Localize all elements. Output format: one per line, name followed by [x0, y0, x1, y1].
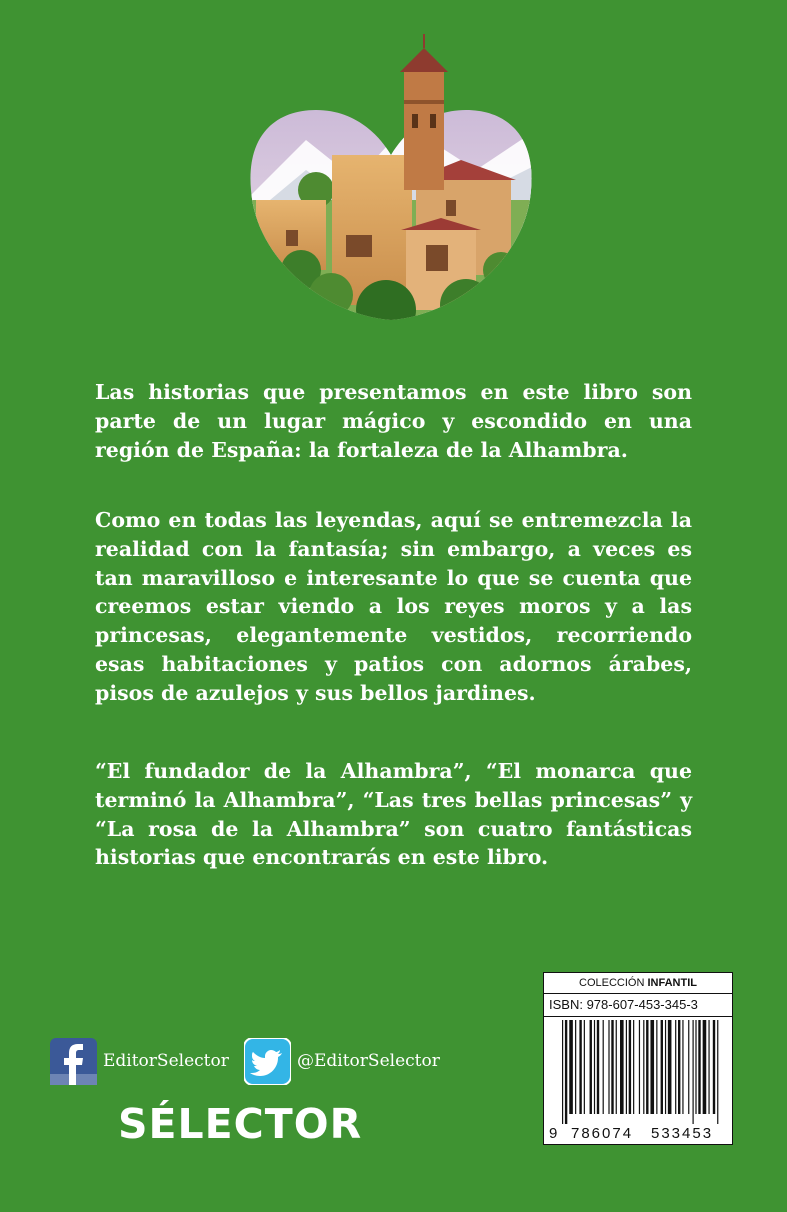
isbn-box: [543, 972, 733, 1145]
facebook-icon: [50, 1038, 97, 1085]
barcode-bar: [688, 1020, 689, 1114]
barcode-bar: [633, 1020, 634, 1114]
alhambra-illustration: [246, 30, 536, 330]
barcode-bar: [629, 1020, 631, 1114]
barcode-digit-group-1: 786074: [571, 1125, 634, 1142]
twitter-link[interactable]: [244, 1036, 440, 1086]
barcode-bar: [590, 1020, 592, 1114]
barcode-bar: [594, 1020, 595, 1114]
barcode-bar: [703, 1020, 707, 1114]
facebook-link[interactable]: [50, 1036, 229, 1086]
barcode-digit-group-2: 533453: [651, 1125, 714, 1142]
barcode-bar: [717, 1020, 718, 1126]
barcode-digits: [544, 1124, 732, 1144]
barcode-bar: [646, 1020, 648, 1114]
barcode-bar: [562, 1020, 563, 1126]
barcode-bar: [665, 1020, 666, 1114]
barcode-bar: [579, 1020, 581, 1114]
barcode-bar: [584, 1020, 585, 1114]
barcode-bar: [569, 1020, 573, 1114]
twitter-handle: @EditorSelector: [297, 1051, 440, 1071]
collection-prefix: COLECCIÓN: [579, 977, 645, 989]
barcode-bar: [695, 1020, 696, 1114]
barcode-bar: [650, 1020, 654, 1114]
barcode-bar: [575, 1020, 576, 1114]
barcode-bar: [678, 1020, 680, 1114]
twitter-icon: [244, 1038, 291, 1085]
barcode-bar: [611, 1020, 613, 1114]
barcode: [544, 1018, 732, 1126]
barcode-bar: [682, 1020, 683, 1114]
barcode-bar: [597, 1020, 599, 1114]
barcode-digit-first: 9: [549, 1125, 558, 1142]
blurb-paragraph-3: “El fundador de la Alhambra”, “El monarca que terminó la Alhambra”, “Las tres bellas princesas” y “La rosa de la Alhambra” son cuatro fantásticas historias que encontrarás en este libro.: [95, 759, 692, 870]
publisher-logo: SÉLECTOR: [118, 1100, 363, 1148]
collection-name: INFANTIL: [647, 977, 697, 989]
barcode-bar: [713, 1020, 715, 1114]
barcode-bar: [603, 1020, 604, 1114]
blurb-paragraph-2: Como en todas las leyendas, aquí se entremezcla la realidad con la fantasía; sin embargo, a veces es tan maravilloso e interesante lo que se cuenta que creemos estar viendo a los reyes moros y a las princesas, elegantemente vestidos, recorriendo esas habitaciones y patios con adornos árabes, pisos de azulejos y sus bellos jardines.: [95, 508, 692, 705]
barcode-bar: [693, 1020, 694, 1126]
facebook-handle: EditorSelector: [103, 1051, 229, 1071]
barcode-bar: [668, 1020, 672, 1114]
barcode-bar: [620, 1020, 624, 1114]
barcode-bar: [643, 1020, 644, 1114]
barcode-bar: [698, 1020, 700, 1114]
collection-label: [544, 973, 732, 994]
barcode-bar: [639, 1020, 640, 1114]
isbn-number: ISBN: 978-607-453-345-3: [544, 994, 732, 1017]
barcode-bar: [708, 1020, 709, 1114]
barcode-bar: [661, 1020, 663, 1114]
barcode-bar: [565, 1020, 567, 1126]
barcode-bar: [656, 1020, 657, 1114]
barcode-bar: [608, 1020, 609, 1114]
blurb-paragraph-1: Las historias que presentamos en este libro son parte de un lugar mágico y escondido en una región de España: la fortaleza de la Alhambra.: [95, 380, 692, 462]
barcode-bar: [626, 1020, 627, 1114]
barcode-bar: [616, 1020, 617, 1114]
barcode-bar: [675, 1020, 676, 1114]
